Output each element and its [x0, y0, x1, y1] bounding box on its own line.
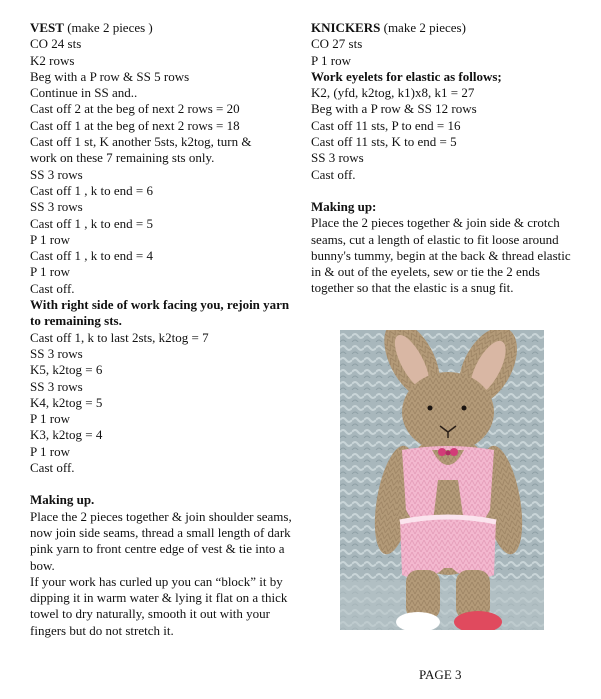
knickers-eyelet-heading: Work eyelets for elastic as follows;	[311, 68, 502, 84]
vest-instruction: P 1 row	[30, 411, 70, 427]
knickers-making-up-text: Place the 2 pieces together & join side & crotch seams, cut a length of elastic to fit loose around bunny's tummy, begin at the back & thread elastic in & out of the eyelets, sew or tie the 2 ends together so that the elastic is a snug fit.	[311, 215, 571, 296]
vest-instruction: Cast off 1 , k to end = 6	[30, 182, 153, 198]
vest-instruction: K4, k2tog = 5	[30, 394, 103, 410]
vest-heading-note: (make 2 pieces )	[67, 20, 153, 35]
page-number: PAGE 3	[419, 667, 462, 682]
vest-making-up-text: Place the 2 pieces together & join shoulder seams, now join side seams, thread a small length of dark pink yarn to front centre edge of vest & tie into a bow.	[30, 508, 292, 573]
vest-instruction: Cast off 1 at the beg of next 2 rows = 18	[30, 117, 240, 133]
vest-instruction: K5, k2tog = 6	[30, 362, 103, 378]
vest-rejoin-heading: With right side of work facing you, rejoin yarn to remaining sts.	[30, 297, 290, 329]
vest-instruction: P 1 row	[30, 443, 70, 459]
spacer	[311, 183, 581, 199]
vest-instruction: Cast off 1, k to last 2sts, k2tog = 7	[30, 329, 209, 345]
knickers-instruction: Cast off.	[311, 166, 356, 182]
vest-instruction: Cast off 1 , k to end = 4	[30, 248, 153, 264]
bunny-right-eye	[462, 406, 467, 411]
knickers-instruction: Beg with a P row & SS 12 rows	[311, 101, 477, 117]
vest-instruction: Cast off 2 at the beg of next 2 rows = 20	[30, 101, 240, 117]
vest-bow-knot	[446, 451, 451, 456]
vest-instruction: K3, k2tog = 4	[30, 427, 103, 443]
vest-instruction: Cast off.	[30, 460, 75, 476]
knickers-instruction: Cast off 11 sts, K to end = 5	[311, 134, 457, 150]
bunny-photo	[340, 330, 544, 630]
knickers-heading: KNICKERS	[311, 20, 381, 35]
vest-instruction: Cast off.	[30, 280, 75, 296]
vest-instruction: SS 3 rows	[30, 378, 83, 394]
vest-instruction: SS 3 rows	[30, 199, 83, 215]
vest-making-up-heading: Making up.	[30, 492, 95, 508]
vest-instruction: Continue in SS and..	[30, 85, 138, 101]
vest-instruction: SS 3 rows	[30, 166, 83, 182]
knickers-making-up-heading: Making up:	[311, 198, 377, 214]
vest-instruction: CO 24 sts	[30, 36, 82, 52]
wicker-lower	[340, 580, 544, 630]
vest-instruction: P 1 row	[30, 231, 70, 247]
vest-instruction: SS 3 rows	[30, 345, 83, 361]
bunny-left-eye	[428, 406, 433, 411]
vest-instruction: P 1 row	[30, 264, 70, 280]
vest-instruction: Beg with a P row & SS 5 rows	[30, 68, 190, 84]
vest-instruction: Cast off 1 st, K another 5sts, k2tog, turn &	[30, 134, 252, 150]
knickers-section	[311, 20, 581, 297]
vest-title-line	[30, 20, 300, 36]
vest-instruction: Cast off 1 , k to end = 5	[30, 215, 153, 231]
bunny-head	[402, 372, 494, 452]
bunny-illustration	[340, 330, 544, 630]
knickers-instruction: Cast off 11 sts, P to end = 16	[311, 117, 461, 133]
knickers-instruction: P 1 row	[311, 52, 351, 68]
knickers-heading-note: (make 2 pieces)	[383, 20, 466, 35]
knickers-title-line	[311, 20, 581, 36]
knickers-instruction: K2, (yfd, k2tog, k1)x8, k1 = 27	[311, 85, 475, 101]
vest-instruction: K2 rows	[30, 52, 75, 68]
vest-block-text: If your work has curled up you can “block” it by dipping it in warm water & lying it flat on a thick towel to dry naturally, smooth it out with your fingers but do not stretch it.	[30, 573, 288, 638]
vest-heading: VEST	[30, 20, 64, 35]
vest-section	[30, 20, 300, 639]
vest-bow-right	[450, 448, 458, 456]
knickers-instruction: SS 3 rows	[311, 150, 364, 166]
vest-bow-left	[438, 448, 446, 456]
vest-instruction: work on these 7 remaining sts only.	[30, 150, 215, 166]
knickers-instruction: CO 27 sts	[311, 36, 363, 52]
spacer	[30, 476, 300, 492]
